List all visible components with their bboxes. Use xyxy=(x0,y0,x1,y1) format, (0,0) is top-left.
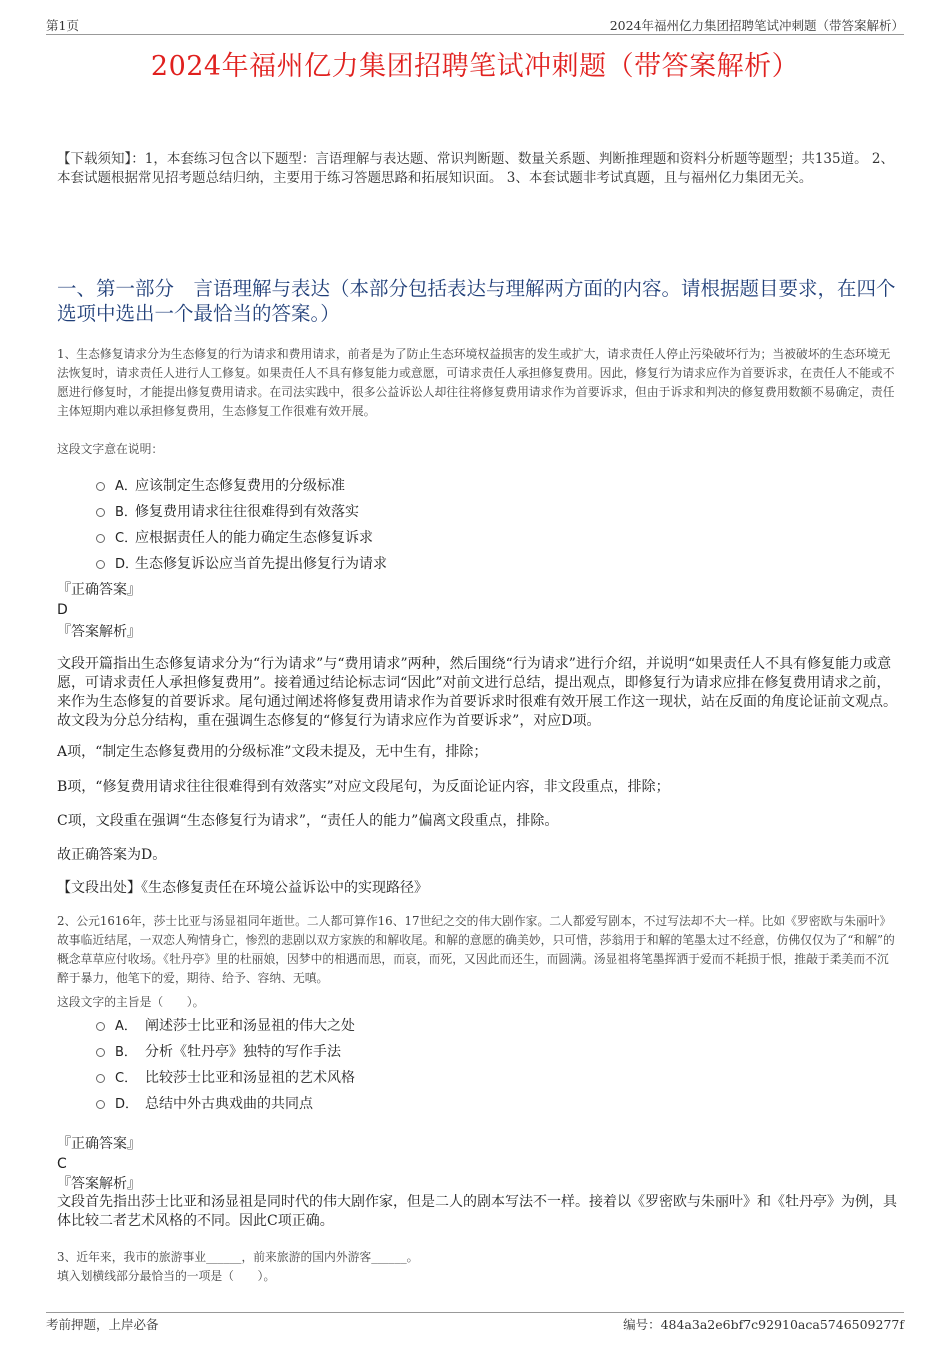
radio-icon[interactable] xyxy=(96,534,105,543)
q1-answer: D xyxy=(57,602,68,618)
page-header xyxy=(46,14,904,35)
question-1-prompt: 这段文字意在说明： xyxy=(57,442,164,456)
question-1-text: 1、生态修复请求分为生态修复的行为请求和费用请求，前者是为了防止生态环境权益损害的发生或扩大，请求责任人停止污染破坏行为；当被破坏的生态环境无法恢复时，请求责任人进行人工修复。如果责任人不具有修复能力或意愿，可请求责任人承担修复费用。因此，修复行为请求应作为首要诉求，在责任人不能或不愿进行修复时，才能提出修复费用请求。在司法实践中，很多公益诉讼人却往往将修复费用请求作为首要诉求，但由于诉求和判决的修复费用数额不易确定，责任主体短期内难以承担修复费用，生态修复工作很难有效开展。 xyxy=(57,347,895,418)
q1-analysis-label: 『答案解析』 xyxy=(57,624,141,640)
question-3-prompt: 填入划横线部分最恰当的一项是（ ）。 xyxy=(57,1269,276,1283)
footer-doc-id: 编号：484a3a2e6bf7c92910aca5746509277f xyxy=(623,1317,904,1332)
header-doc-title: 2024年福州亿力集团招聘笔试冲刺题（带答案解析） xyxy=(609,18,904,33)
q1-analysis-b: B项，“修复费用请求往往很难得到有效落实”对应文段尾句，为反面论证内容，非文段重点，排除； xyxy=(57,779,670,795)
radio-icon[interactable] xyxy=(96,508,105,517)
section-heading: 一、第一部分 言语理解与表达（本部分包括表达与理解两方面的内容。请根据题目要求，在四个选项中选出一个最恰当的答案。） xyxy=(57,277,896,325)
q1-analysis-c: C项，文段重在强调“生态修复行为请求”，“责任人的能力”偏离文段重点，排除。 xyxy=(57,813,559,829)
q1-option-b[interactable]: B．修复费用请求往往很难得到有效落实 xyxy=(96,502,359,522)
radio-icon[interactable] xyxy=(96,1100,105,1109)
radio-icon[interactable] xyxy=(96,1074,105,1083)
radio-icon[interactable] xyxy=(96,482,105,491)
q1-answer-label: 『正确答案』 xyxy=(57,582,141,598)
q2-analysis: 文段首先指出莎士比亚和汤显祖是同时代的伟大剧作家，但是二人的剧本写法不一样。接着以《罗密欧与朱丽叶》和《牡丹亭》为例，具体比较二者艺术风格的不同。因此C项正确。 xyxy=(57,1194,897,1229)
radio-icon[interactable] xyxy=(96,1048,105,1057)
question-3-text: 3、近年来，我市的旅游事业______，前来旅游的国内外游客______。 xyxy=(57,1250,419,1264)
q1-source: 【文段出处】《生态修复责任在环境公益诉讼中的实现路径》 xyxy=(57,880,428,896)
q1-option-a[interactable]: A．应该制定生态修复费用的分级标准 xyxy=(96,476,345,496)
footer-slogan: 考前押题，上岸必备 xyxy=(46,1317,159,1332)
page-number: 第1页 xyxy=(46,18,79,33)
q2-option-d[interactable]: D． 总结中外古典戏曲的共同点 xyxy=(96,1094,313,1114)
page-footer xyxy=(46,1312,904,1333)
q1-conclusion: 故正确答案为D。 xyxy=(57,847,167,863)
q1-option-c[interactable]: C．应根据责任人的能力确定生态修复诉求 xyxy=(96,528,373,548)
q2-answer: C xyxy=(57,1156,67,1172)
radio-icon[interactable] xyxy=(96,1022,105,1031)
q2-option-c[interactable]: C． 比较莎士比亚和汤显祖的艺术风格 xyxy=(96,1068,355,1088)
radio-icon[interactable] xyxy=(96,560,105,569)
question-2-prompt: 这段文字的主旨是（ ）。 xyxy=(57,995,205,1009)
q1-analysis: 文段开篇指出生态修复请求分为“行为请求”与“费用请求”两种，然后围绕“行为请求”进行介绍，并说明“如果责任人不具有修复能力或意愿，可请求责任人承担修复费用”。接着通过结论标志词“因此”对前文进行总结，提出观点，即修复行为请求应排在修复费用请求之前，来作为生态修复的首要诉求。尾句通过阐述将修复费用请求作为首要诉求时很难有效开展工作这一现状，站在反面的角度论证前文观点。故文段为分总分结构，重在强调生态修复的“修复行为请求应作为首要诉求”，对应D项。 xyxy=(57,656,897,729)
q2-analysis-label: 『答案解析』 xyxy=(57,1176,141,1192)
q2-option-b[interactable]: B． 分析《牡丹亭》独特的写作手法 xyxy=(96,1042,341,1062)
document-title: 2024年福州亿力集团招聘笔试冲刺题（带答案解析） xyxy=(150,51,800,82)
q2-option-a[interactable]: A． 阐述莎士比亚和汤显祖的伟大之处 xyxy=(96,1016,355,1036)
question-2-text: 2、公元1616年，莎士比亚与汤显祖同年逝世。二人都可算作16、17世纪之交的伟大剧作家。二人都爱写剧本，不过写法却不大一样。比如《罗密欧与朱丽叶》故事临近结尾，一双恋人殉情身亡，惨烈的悲剧以双方家族的和解收尾。和解的意愿的确美妙，只可惜，莎翁用于和解的笔墨太过不经意，仿佛仅仅为了“和解”的概念草草应付收场。《牡丹亭》里的杜丽娘，因梦中的相遇而思，而哀，而死，又因此而还生，而圆满。汤显祖将笔墨挥洒于爱而不耗损于恨，推敲于柔美而不沉醉于暴力，他笔下的爱，期待、给予、容纳、无嗔。 xyxy=(57,914,895,985)
q1-analysis-a: A项，“制定生态修复费用的分级标准”文段未提及，无中生有，排除； xyxy=(57,744,488,760)
download-notice: 【下载须知】：1，本套练习包含以下题型：言语理解与表达题、常识判断题、数量关系题、判断推理题和资料分析题等题型；共135道。 2、本套试题根据常见招考题总结归纳，主要用于练习答题思路和拓展知识面。 3、本套试题非考试真题，且与福州亿力集团无关。 xyxy=(57,151,894,186)
q1-option-d[interactable]: D．生态修复诉讼应当首先提出修复行为请求 xyxy=(96,554,387,574)
q2-answer-label: 『正确答案』 xyxy=(57,1136,141,1152)
